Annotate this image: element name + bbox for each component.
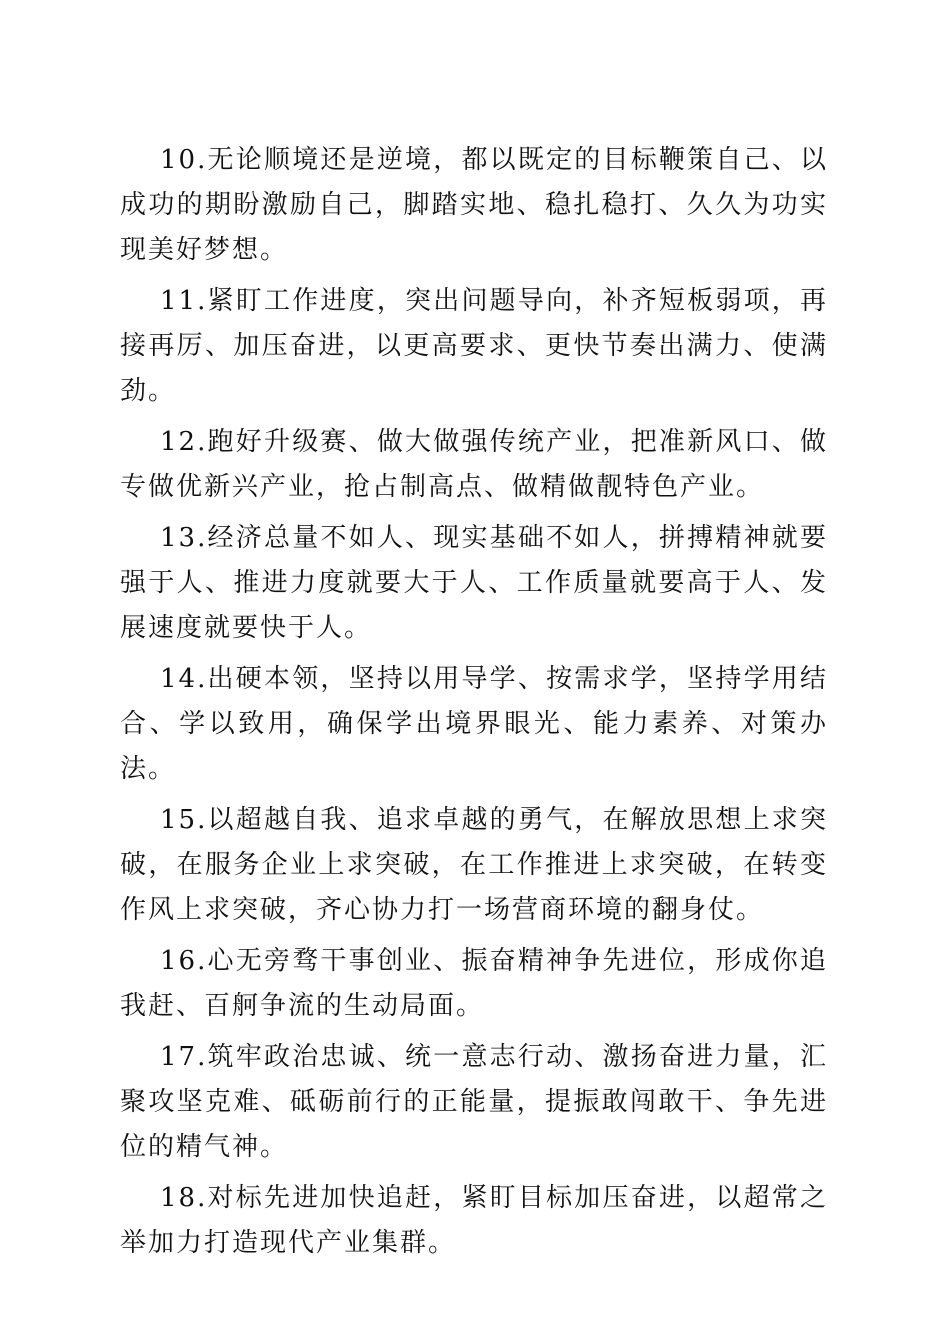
paragraph-item-10: 10.无论顺境还是逆境，都以既定的目标鞭策自己、以成功的期盼激励自己，脚踏实地、稳扎稳打、久久为功实现美好梦想。 — [120, 145, 828, 265]
document-body — [120, 138, 828, 1272]
paragraph-item-11: 11.紧盯工作进度，突出问题导向，补齐短板弱项，再接再厉、加压奋进，以更高要求、更快节奏出满力、使满劲。 — [120, 286, 828, 406]
paragraph-item-17: 17.筑牢政治忠诚、统一意志行动、激扬奋进力量，汇聚攻坚克难、砥砺前行的正能量，提振敢闯敢干、争先进位的精气神。 — [120, 1042, 828, 1162]
paragraph-item-16: 16.心无旁骛干事创业、振奋精神争先进位，形成你追我赶、百舸争流的生动局面。 — [120, 946, 828, 1021]
paragraph-item-12: 12.跑好升级赛、做大做强传统产业，把准新风口、做专做优新兴产业，抢占制高点、做精做靓特色产业。 — [120, 427, 828, 502]
paragraph-item-14: 14.出硬本领，坚持以用导学、按需求学，坚持学用结合、学以致用，确保学出境界眼光、能力素养、对策办法。 — [120, 664, 828, 784]
paragraph-item-13: 13.经济总量不如人、现实基础不如人，拼搏精神就要强于人、推进力度就要大于人、工作质量就要高于人、发展速度就要快于人。 — [120, 523, 828, 643]
paragraph-item-18: 18.对标先进加快追赶，紧盯目标加压奋进，以超常之举加力打造现代产业集群。 — [120, 1183, 828, 1258]
paragraph-item-15: 15.以超越自我、追求卓越的勇气，在解放思想上求突破，在服务企业上求突破，在工作推进上求突破，在转变作风上求突破，齐心协力打一场营商环境的翻身仗。 — [120, 805, 828, 925]
